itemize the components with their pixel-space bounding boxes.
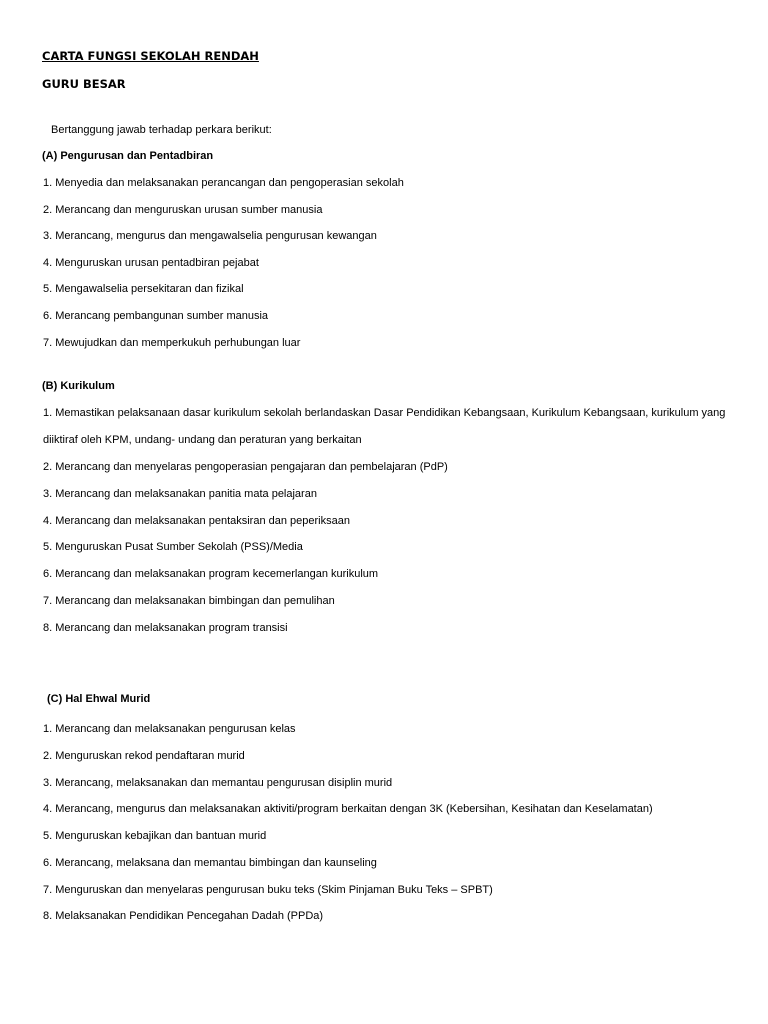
intro-text: Bertanggung jawab terhadap perkara berikut: (51, 124, 272, 136)
section-b-item: 6. Merancang dan melaksanakan program kecemerlangan kurikulum (43, 568, 379, 580)
section-a-item: 3. Merancang, mengurus dan mengawalselia pengurusan kewangan (43, 230, 377, 242)
section-b-item: 8. Merancang dan melaksanakan program transisi (43, 622, 288, 634)
section-a-title: (A) Pengurusan dan Pentadbiran (42, 150, 214, 162)
section-b-item: 5. Menguruskan Pusat Sumber Sekolah (PSS)/Media (43, 541, 303, 553)
section-c-item: 3. Merancang, melaksanakan dan memantau pengurusan disiplin murid (43, 777, 393, 789)
section-a-item: 4. Menguruskan urusan pentadbiran pejabat (43, 257, 259, 269)
section-b-item: 4. Merancang dan melaksanakan pentaksiran dan peperiksaan (43, 515, 350, 527)
section-b-item-continuation: diiktiraf oleh KPM, undang- undang dan peraturan yang berkaitan (43, 434, 362, 446)
section-a-item: 2. Merancang dan menguruskan urusan sumber manusia (43, 204, 323, 216)
section-a-item: 5. Mengawalselia persekitaran dan fizikal (43, 283, 244, 295)
section-b-item: 3. Merancang dan melaksanakan panitia mata pelajaran (43, 488, 317, 500)
section-a-item: 1. Menyedia dan melaksanakan perancangan dan pengoperasian sekolah (43, 177, 404, 189)
section-c-title: (C) Hal Ehwal Murid (47, 693, 151, 705)
section-c-item: 7. Menguruskan dan menyelaras pengurusan buku teks (Skim Pinjaman Buku Teks – SPBT) (43, 884, 493, 896)
section-c-item: 1. Merancang dan melaksanakan pengurusan kelas (43, 723, 296, 735)
document-title: CARTA FUNGSI SEKOLAH RENDAH (42, 49, 259, 63)
document-subtitle: GURU BESAR (42, 77, 126, 91)
section-a-item: 7. Mewujudkan dan memperkukuh perhubungan luar (43, 337, 301, 349)
section-c-item: 8. Melaksanakan Pendidikan Pencegahan Dadah (PPDa) (43, 910, 324, 922)
section-b-item: 1. Memastikan pelaksanaan dasar kurikulum sekolah berlandaskan Dasar Pendidikan Kebangsaan, Kurikulum Kebangsaan, kurikulum yang (43, 407, 726, 419)
section-b-title: (B) Kurikulum (42, 380, 115, 392)
section-b-item: 7. Merancang dan melaksanakan bimbingan dan pemulihan (43, 595, 335, 607)
section-a-item: 6. Merancang pembangunan sumber manusia (43, 310, 269, 322)
section-c-item: 4. Merancang, mengurus dan melaksanakan aktiviti/program berkaitan dengan 3K (Kebersihan, Kesihatan dan Keselamatan) (43, 803, 653, 815)
section-c-item: 5. Menguruskan kebajikan dan bantuan murid (43, 830, 267, 842)
section-c-item: 2. Menguruskan rekod pendaftaran murid (43, 750, 245, 762)
section-b-item: 2. Merancang dan menyelaras pengoperasian pengajaran dan pembelajaran (PdP) (43, 461, 448, 473)
section-c-item: 6. Merancang, melaksana dan memantau bimbingan dan kaunseling (43, 857, 377, 869)
